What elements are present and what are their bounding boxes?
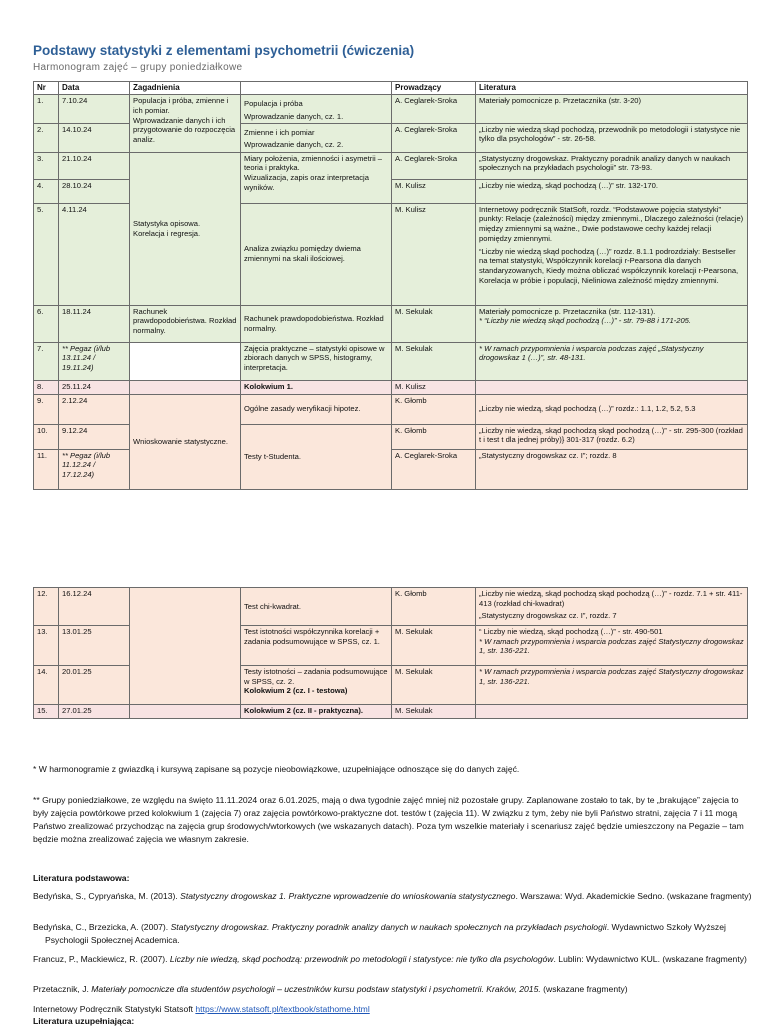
row-literature-text: Materiały pomocnicze p. Przetacznika (str. 112-131). xyxy=(479,306,656,316)
row-topic xyxy=(241,123,392,152)
reference-authors: Bedyńska, S., Cypryańska, M. (2013). xyxy=(33,891,181,901)
row-teacher: K. Głomb xyxy=(392,424,476,449)
table-row xyxy=(34,342,748,380)
row-topic: Test istotności współczynnika korelacji + zadania podsumowujące w SPSS, cz. 1. xyxy=(241,626,392,666)
row-literature: „Liczby nie wiedzą, skąd pochodzą (…)” rozdz.: 1.1, 1.2, 5.2, 5.3 xyxy=(476,394,748,424)
table-row xyxy=(34,705,748,719)
row-literature xyxy=(476,305,748,342)
row-date: 28.10.24 xyxy=(59,179,130,203)
row-teacher: M. Kulisz xyxy=(392,380,476,394)
reference-title: Liczby nie wiedzą, skąd pochodzą: przewodnik po metodologii i statystyce: nie tylko dla psychologów xyxy=(169,954,554,964)
table-row xyxy=(34,95,748,123)
document-subtitle: Harmonogram zajęć – grupy poniedziałkowe xyxy=(33,62,243,73)
row-topic-text: Wprowadzanie danych, cz. 2. xyxy=(244,140,344,150)
row-literature-text: „Statystyczny drogowskaz cz. I”, rozdz. 7 xyxy=(479,611,617,621)
row-teacher: M. Sekulak xyxy=(392,342,476,380)
row-teacher: K. Głomb xyxy=(392,394,476,424)
topic-group: Rachunek prawdopodobieństwa. Rozkład normalny. xyxy=(130,305,241,342)
reference-publisher: . Wydawnictwo Szkoły Wyższej Psychologii Społecznej Academica. xyxy=(45,922,726,946)
row-topic: Testy t-Studenta. xyxy=(241,424,392,489)
row-topic-text: Zmienne i ich pomiar xyxy=(244,127,315,137)
row-literature: „Liczby nie wiedzą, skąd pochodzą skąd pochodzą (…)” - str. 295-300 (rozkład t i test t dla jednej próby)} 301-317 (rozdz. 6.2) xyxy=(476,424,748,449)
row-number: 5. xyxy=(34,203,59,305)
table-header-row xyxy=(34,82,748,95)
row-topic-text: Wizualizacja, zapis oraz interpretacja wyników. xyxy=(244,173,369,192)
row-number: 3. xyxy=(34,152,59,179)
topic-group xyxy=(130,152,241,305)
row-number: 8. xyxy=(34,380,59,394)
reference-title: Statystyczny drogowskaz. Praktyczny poradnik analizy danych w naukach społecznych na przykładach psychologii xyxy=(170,922,607,932)
supplementary-literature-heading: Literatura uzupełniająca: xyxy=(33,1016,135,1026)
reference-item xyxy=(33,921,757,947)
row-teacher: A. Ceglarek-Sroka xyxy=(392,95,476,123)
row-literature-text: “Liczby nie wiedzą skąd pochodzą (…)” rozdz. 8.1.1 podrozdziały: Bestseller na temat statystyki, Współczynnik korelacji r-Pearsona dla danych standaryzowanych, Kiedy można obliczać współczynnik korelacji r-Pearsona, Korelacja w próbie i populacji, Nieliniowa zależność między zmiennymi. xyxy=(479,246,739,285)
row-topic-text: Testy istotności – zadania podsumowujące w SPSS, cz. 2. xyxy=(244,667,388,686)
row-teacher: A. Ceglarek-Sroka xyxy=(392,123,476,152)
row-number: 13. xyxy=(34,626,59,666)
row-literature xyxy=(476,203,748,305)
row-literature: „Liczby nie wiedzą, skąd pochodzą (…)” str. 132-170. xyxy=(476,179,748,203)
row-number: 11. xyxy=(34,449,59,489)
row-literature-text: * “Liczby nie wiedzą skąd pochodzą (…)” - str. 79-88 i 171-205. xyxy=(479,316,692,326)
row-teacher: M. Kulisz xyxy=(392,179,476,203)
row-topic: Kolokwium 2 (cz. II - praktyczna). xyxy=(241,705,392,719)
row-literature: „Statystyczny drogowskaz. Praktyczny poradnik analizy danych w naukach społecznych na przykładach psychologii” str. 73-93. xyxy=(476,152,748,179)
row-topic xyxy=(241,152,392,203)
header-literature: Literatura xyxy=(476,82,748,95)
row-literature-text: * W ramach przypomnienia i wsparcia podczas zajęć Statystyczny drogowskaz 1, str. 136-221. xyxy=(479,636,744,656)
row-number: 14. xyxy=(34,666,59,705)
note-optional: * W harmonogramie z gwiazdką i kursywą zapisane są pozycje nieobowiązkowe, uzupełniające odnoszące się do danych zajęć. xyxy=(33,764,520,774)
schedule-table xyxy=(33,81,748,490)
row-literature-text: Internetowy podręcznik StatSoft, rozdz. “Podstawowe pojęcia statystyki” punkty: Relacje (zależności) między zmiennymi., Dlaczego zależności (relacje) między zmiennymi są ważne., Dwie podstawowe cechy każdej relacji pomiędzy zmiennymi. xyxy=(479,204,744,243)
row-literature: „Statystyczny drogowskaz cz. I”; rozdz. 8 xyxy=(476,449,748,489)
row-literature: * W ramach przypomnienia i wsparcia podczas zajęć „Statystyczny drogowskaz 1 (…)”, str. 48-131. xyxy=(476,342,748,380)
header-nr: Nr xyxy=(34,82,59,95)
topic-group xyxy=(130,588,241,705)
row-number: 1. xyxy=(34,95,59,123)
row-teacher: K. Głomb xyxy=(392,588,476,626)
row-topic: Analiza związku pomiędzy dwiema zmiennymi na skali ilościowej. xyxy=(241,203,392,305)
reference-authors: Bedyńska, C., Brzezicka, A. (2007). xyxy=(33,922,171,932)
row-number: 9. xyxy=(34,394,59,424)
row-topic: Zajęcia praktyczne – statystyki opisowe w zbiorach danych w SPSS, histogramy, interpretacja. xyxy=(241,342,392,380)
row-topic-text: Wprowadzanie danych, cz. 1. xyxy=(244,111,344,121)
row-topic xyxy=(241,666,392,705)
reference-authors: Francuz, P., Mackiewicz, R. (2007). xyxy=(33,954,170,964)
literature-heading: Literatura podstawowa: xyxy=(33,873,130,883)
row-date: 18.11.24 xyxy=(59,305,130,342)
row-date: 7.10.24 xyxy=(59,95,130,123)
reference-item xyxy=(33,983,757,996)
topic-group xyxy=(130,705,241,719)
row-date: 25.11.24 xyxy=(59,380,130,394)
row-literature: „Liczby nie wiedzą skąd pochodzą, przewodnik po metodologii i statystyce nie tylko dla psychologów” - str. 26-58. xyxy=(476,123,748,152)
row-number: 2. xyxy=(34,123,59,152)
row-date: 4.11.24 xyxy=(59,203,130,305)
row-teacher: M. Sekulak xyxy=(392,626,476,666)
header-topics: Zagadnienia xyxy=(130,82,241,95)
row-teacher: M. Sekulak xyxy=(392,305,476,342)
table-row xyxy=(34,394,748,424)
row-teacher: A. Ceglarek-Sroka xyxy=(392,449,476,489)
row-date: 2.12.24 xyxy=(59,394,130,424)
reference-publisher: (wskazane fragmenty) xyxy=(540,984,628,994)
reference-title: Statystyczny drogowskaz 1. Praktyczne wprowadzenie do wnioskowania statystycznego xyxy=(180,891,516,901)
row-topic-text: Miary położenia, zmienności i asymetrii – teoria i praktyka. xyxy=(244,153,383,173)
topic-group-text: Wprowadzanie danych i ich przygotowanie do rozpoczęcia analiz. xyxy=(133,115,236,145)
topic-group xyxy=(130,380,241,394)
topic-group xyxy=(130,342,241,380)
table-row xyxy=(34,588,748,626)
reference-publisher: . Lublin: Wydawnictwo KUL. (wskazane fragmenty) xyxy=(553,954,747,964)
row-date: ** Pegaz (i/lub 11.12.24 / 17.12.24) xyxy=(59,449,130,489)
row-literature: Materiały pomocnicze p. Przetacznika (str. 3-20) xyxy=(476,95,748,123)
row-number: 4. xyxy=(34,179,59,203)
topic-group xyxy=(130,95,241,152)
reference-title: Materiały pomocnicze dla studentów psychologii – uczestników kursu podstaw statystyki i psychometrii. Kraków, 2015. xyxy=(91,984,541,994)
row-literature xyxy=(476,626,748,666)
row-number: 6. xyxy=(34,305,59,342)
row-number: 10. xyxy=(34,424,59,449)
row-date: 16.12.24 xyxy=(59,588,130,626)
row-topic: Rachunek prawdopodobieństwa. Rozkład normalny. xyxy=(241,305,392,342)
row-date: 27.01.25 xyxy=(59,705,130,719)
table-row xyxy=(34,152,748,179)
row-teacher: M. Sekulak xyxy=(392,705,476,719)
table-row xyxy=(34,305,748,342)
row-topic xyxy=(241,95,392,123)
row-literature xyxy=(476,588,748,626)
row-literature xyxy=(476,380,748,394)
row-topic-text: Kolokwium 2 (cz. I - testowa) xyxy=(244,686,348,696)
row-date: 20.01.25 xyxy=(59,666,130,705)
row-date: 9.12.24 xyxy=(59,424,130,449)
topic-group: Wnioskowanie statystyczne. xyxy=(130,394,241,489)
topic-group-text: Korelacja i regresja. xyxy=(133,228,201,238)
row-literature xyxy=(476,705,748,719)
reference-authors: Przetacznik, J. xyxy=(33,984,92,994)
row-number: 15. xyxy=(34,705,59,719)
header-date: Data xyxy=(59,82,130,95)
reference-item xyxy=(33,953,757,966)
row-date: 21.10.24 xyxy=(59,152,130,179)
row-topic-text: Populacja i próba xyxy=(244,99,303,109)
row-teacher: A. Ceglarek-Sroka xyxy=(392,152,476,179)
row-topic: Ogólne zasady weryfikacji hipotez. xyxy=(241,394,392,424)
topic-group-text: Statystyka opisowa. xyxy=(133,218,201,228)
row-topic: Test chi-kwadrat. xyxy=(241,588,392,626)
document-title: Podstawy statystyki z elementami psychometrii (ćwiczenia) xyxy=(33,43,415,58)
note-monday-groups: ** Grupy poniedziałkowe, ze względu na święto 11.11.2024 oraz 6.01.2025, mają o dwa tygodnie zajęć mniej niż pozostałe grupy. Zaplanowane zostało to tak, by te „brakujące” zajęcia to były zajęcia powtórkowe przed kolokwium 1 (zajęcia 7) oraz zajęcia powtórkowo-praktyczne dot. testów t (zajęcia 11). W związku z tym, żeby nie byli Państwo stratni, zajęcia 7 i 11 mogą Państwo zrealizować przychodząc na zajęcia grup środowych/wtorkowych (we wskazanych datach). Poza tym wszelkie materiały i scenariusz zajęć będzie umieszczony na Pegazie – tam będzie można zrealizować zajęcia we własnym zakresie. xyxy=(33,795,744,845)
row-number: 7. xyxy=(34,342,59,380)
header-topic-detail xyxy=(241,82,392,95)
row-literature-text: “ Liczby nie wiedzą, skąd pochodzą (…)” - str. 490-501 xyxy=(479,627,663,636)
row-topic: Kolokwium 1. xyxy=(241,380,392,394)
table-row xyxy=(34,380,748,394)
row-teacher: M. Sekulak xyxy=(392,666,476,705)
statsoft-link[interactable]: https://www.statsoft.pl/textbook/stathome.html xyxy=(195,1004,370,1014)
row-date: 14.10.24 xyxy=(59,123,130,152)
row-teacher: M. Kulisz xyxy=(392,203,476,305)
row-date: 13.01.25 xyxy=(59,626,130,666)
reference-item xyxy=(33,890,757,903)
row-literature-text: „Liczby nie wiedzą, skąd pochodzą skąd pochodzą (…)” - rozdz. 7.1 + str. 411-413 (rozkład chi-kwadrat) xyxy=(479,589,743,608)
row-date: ** Pegaz (i/lub 13.11.24 / 19.11.24) xyxy=(59,342,130,380)
row-literature: * W ramach przypomnienia i wsparcia podczas zajęć Statystyczny drogowskaz 1, str. 136-221. xyxy=(476,666,748,705)
topic-group-text: Populacja i próba, zmienne i ich pomiar. xyxy=(133,96,229,115)
header-teacher: Prowadzący xyxy=(392,82,476,95)
reference-publisher: . Warszawa: Wyd. Akademickie Sedno. (wskazane fragmenty) xyxy=(515,891,752,901)
schedule-table-continued xyxy=(33,587,748,719)
row-number: 12. xyxy=(34,588,59,626)
reference-text: Internetowy Podręcznik Statystyki Statsoft xyxy=(33,1004,196,1014)
